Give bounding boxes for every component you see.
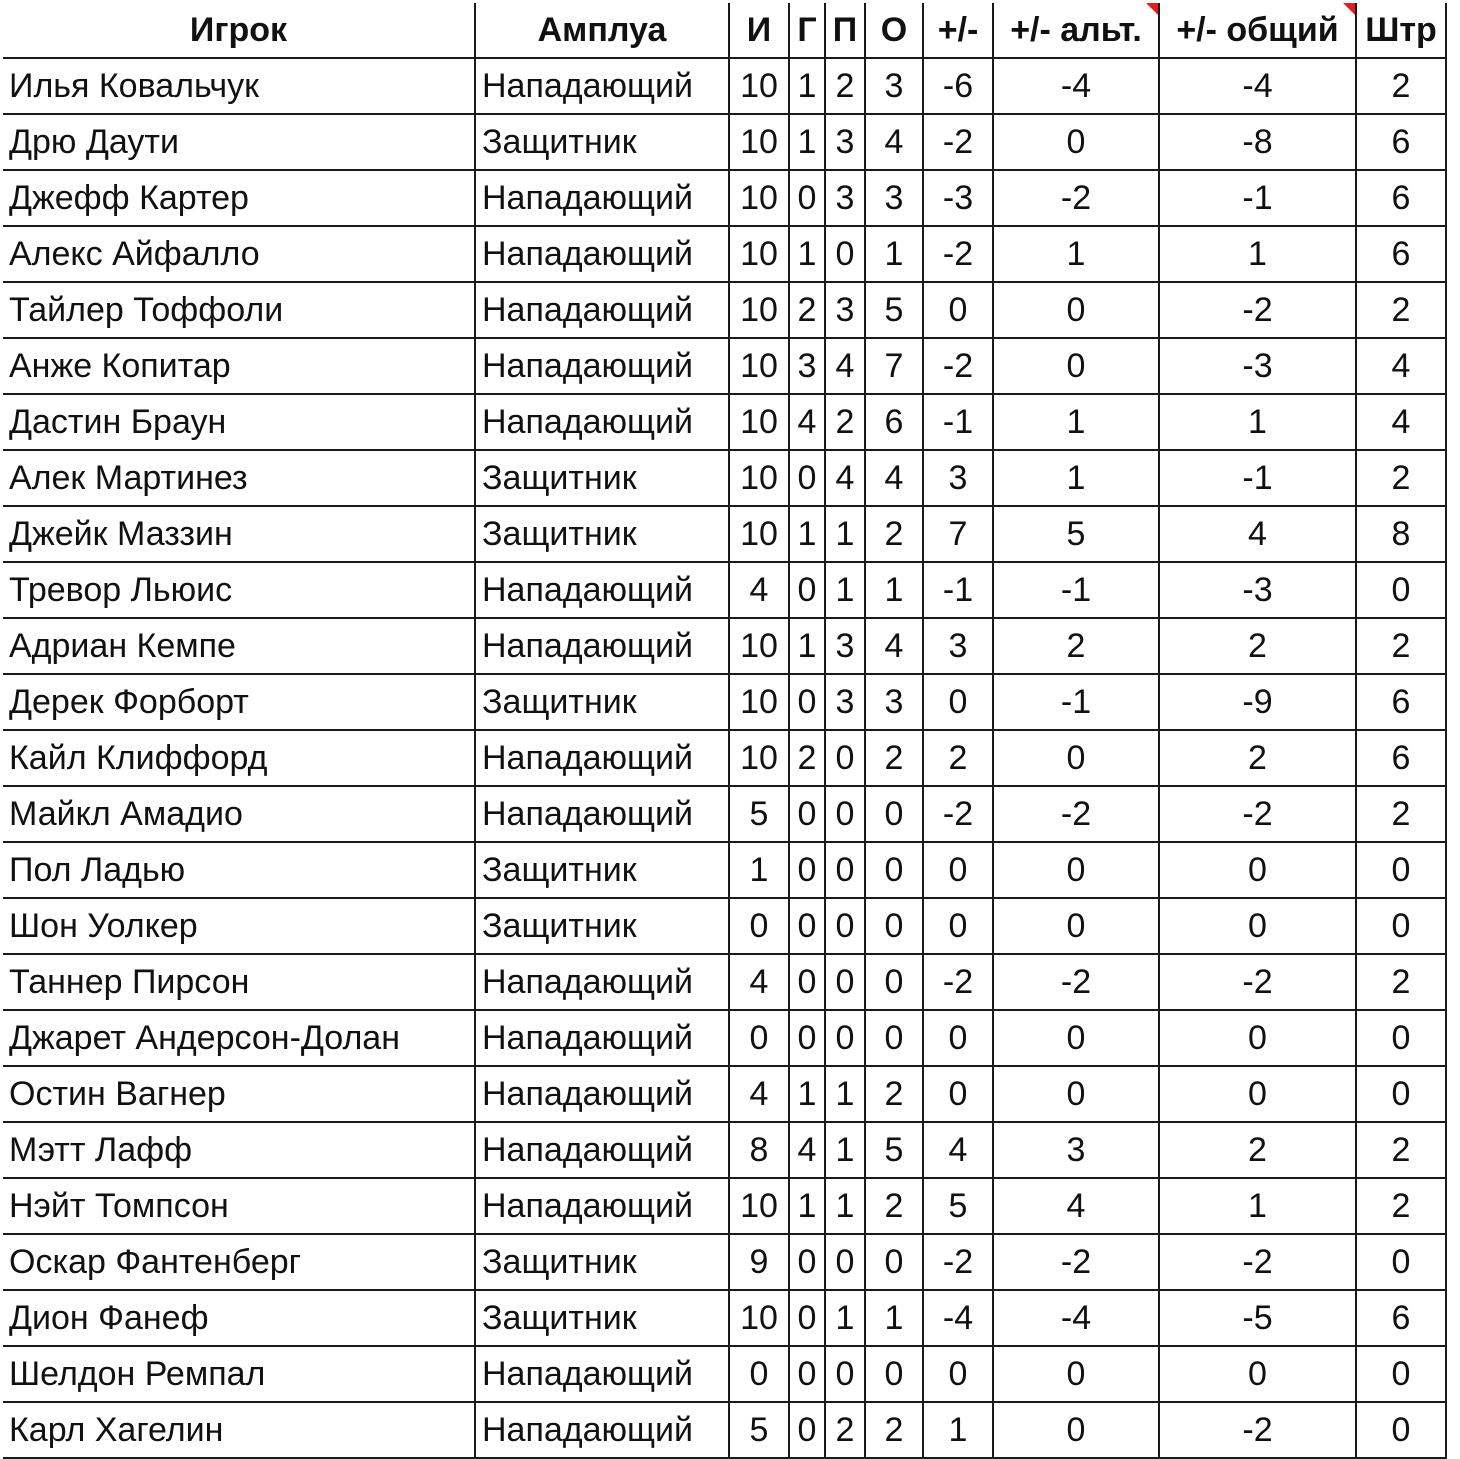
penalty-minutes-cell[interactable]: 6 <box>1356 674 1446 730</box>
table-row <box>3 338 1446 394</box>
goals-cell[interactable]: 0 <box>789 1010 825 1066</box>
player-name-cell[interactable]: Майкл Амадио <box>3 786 475 842</box>
points-cell[interactable]: 2 <box>865 506 923 562</box>
plus-minus-alt-cell[interactable]: 0 <box>993 842 1159 898</box>
position-cell[interactable]: Нападающий <box>475 394 729 450</box>
goals-cell[interactable]: 0 <box>789 1346 825 1402</box>
assists-cell[interactable]: 1 <box>825 1290 865 1346</box>
plus-minus-cell[interactable]: 4 <box>923 1122 993 1178</box>
header-plus-minus[interactable]: +/- <box>923 3 993 58</box>
penalty-minutes-cell[interactable]: 6 <box>1356 170 1446 226</box>
plus-minus-alt-cell[interactable]: -2 <box>993 954 1159 1010</box>
points-cell[interactable]: 0 <box>865 1234 923 1290</box>
points-cell[interactable]: 5 <box>865 1122 923 1178</box>
assists-cell[interactable]: 0 <box>825 786 865 842</box>
plus-minus-total-cell[interactable]: -2 <box>1159 954 1356 1010</box>
games-cell[interactable]: 9 <box>729 1234 789 1290</box>
games-cell[interactable]: 10 <box>729 618 789 674</box>
goals-cell[interactable]: 3 <box>789 338 825 394</box>
plus-minus-alt-cell[interactable]: 0 <box>993 114 1159 170</box>
position-cell[interactable]: Защитник <box>475 1234 729 1290</box>
position-cell[interactable]: Нападающий <box>475 562 729 618</box>
header-penalty-minutes[interactable]: Штр <box>1356 3 1446 58</box>
plus-minus-cell[interactable]: -6 <box>923 58 993 114</box>
games-cell[interactable]: 10 <box>729 674 789 730</box>
comment-indicator[interactable] <box>1146 3 1158 15</box>
penalty-minutes-cell[interactable]: 2 <box>1356 786 1446 842</box>
points-cell[interactable]: 4 <box>865 618 923 674</box>
position-cell[interactable]: Нападающий <box>475 1122 729 1178</box>
points-cell[interactable]: 0 <box>865 954 923 1010</box>
plus-minus-alt-cell[interactable]: 1 <box>993 394 1159 450</box>
plus-minus-alt-cell[interactable]: 0 <box>993 1346 1159 1402</box>
position-cell[interactable]: Защитник <box>475 1290 729 1346</box>
position-cell[interactable]: Нападающий <box>475 170 729 226</box>
games-cell[interactable]: 10 <box>729 58 789 114</box>
header-plus-minus-alt[interactable]: +/- альт. <box>993 3 1159 58</box>
goals-cell[interactable]: 0 <box>789 954 825 1010</box>
plus-minus-cell[interactable]: -1 <box>923 394 993 450</box>
comment-indicator[interactable] <box>1343 3 1355 15</box>
position-cell[interactable]: Защитник <box>475 842 729 898</box>
position-cell[interactable]: Нападающий <box>475 730 729 786</box>
plus-minus-total-cell[interactable]: 0 <box>1159 842 1356 898</box>
position-cell[interactable]: Нападающий <box>475 954 729 1010</box>
table-row <box>3 506 1446 562</box>
games-cell[interactable]: 5 <box>729 1402 789 1458</box>
points-cell[interactable]: 0 <box>865 786 923 842</box>
player-name-cell[interactable]: Алекс Айфалло <box>3 226 475 282</box>
points-cell[interactable]: 2 <box>865 1402 923 1458</box>
plus-minus-cell[interactable]: 0 <box>923 842 993 898</box>
player-name-cell[interactable]: Шон Уолкер <box>3 898 475 954</box>
header-assists[interactable]: П <box>825 3 865 58</box>
plus-minus-cell[interactable]: -1 <box>923 562 993 618</box>
plus-minus-total-cell[interactable]: -2 <box>1159 1402 1356 1458</box>
player-name-cell[interactable]: Нэйт Томпсон <box>3 1178 475 1234</box>
player-name-cell[interactable]: Джейк Маззин <box>3 506 475 562</box>
plus-minus-cell[interactable]: 2 <box>923 730 993 786</box>
penalty-minutes-cell[interactable]: 6 <box>1356 226 1446 282</box>
points-cell[interactable]: 1 <box>865 562 923 618</box>
table-row <box>3 954 1446 1010</box>
points-cell[interactable]: 1 <box>865 226 923 282</box>
goals-cell[interactable]: 1 <box>789 506 825 562</box>
table-row <box>3 1290 1446 1346</box>
header-player[interactable]: Игрок <box>3 3 475 58</box>
table-body <box>3 58 1446 1458</box>
plus-minus-total-cell[interactable]: 2 <box>1159 618 1356 674</box>
plus-minus-alt-cell[interactable]: -2 <box>993 786 1159 842</box>
header-games[interactable]: И <box>729 3 789 58</box>
header-plus-minus-total[interactable]: +/- общий <box>1159 3 1356 58</box>
plus-minus-total-cell[interactable]: -2 <box>1159 282 1356 338</box>
plus-minus-cell[interactable]: 3 <box>923 450 993 506</box>
goals-cell[interactable]: 0 <box>789 450 825 506</box>
position-cell[interactable]: Нападающий <box>475 1066 729 1122</box>
games-cell[interactable]: 4 <box>729 954 789 1010</box>
plus-minus-cell[interactable]: 7 <box>923 506 993 562</box>
plus-minus-total-cell[interactable]: 0 <box>1159 1066 1356 1122</box>
goals-cell[interactable]: 0 <box>789 898 825 954</box>
plus-minus-cell[interactable]: -3 <box>923 170 993 226</box>
player-name-cell[interactable]: Пол Ладью <box>3 842 475 898</box>
points-cell[interactable]: 0 <box>865 1010 923 1066</box>
points-cell[interactable]: 5 <box>865 282 923 338</box>
header-row <box>3 3 1446 58</box>
plus-minus-cell[interactable]: -2 <box>923 1234 993 1290</box>
header-points[interactable]: О <box>865 3 923 58</box>
games-cell[interactable]: 4 <box>729 1066 789 1122</box>
plus-minus-alt-cell[interactable]: 0 <box>993 1066 1159 1122</box>
goals-cell[interactable]: 2 <box>789 282 825 338</box>
plus-minus-cell[interactable]: -2 <box>923 114 993 170</box>
penalty-minutes-cell[interactable]: 0 <box>1356 842 1446 898</box>
player-name-cell[interactable]: Таннер Пирсон <box>3 954 475 1010</box>
plus-minus-total-cell[interactable]: -4 <box>1159 58 1356 114</box>
plus-minus-alt-cell[interactable]: 0 <box>993 282 1159 338</box>
plus-minus-cell[interactable]: 0 <box>923 282 993 338</box>
player-name-cell[interactable]: Мэтт Лафф <box>3 1122 475 1178</box>
goals-cell[interactable]: 0 <box>789 842 825 898</box>
assists-cell[interactable]: 2 <box>825 1402 865 1458</box>
assists-cell[interactable]: 1 <box>825 1178 865 1234</box>
position-cell[interactable]: Нападающий <box>475 282 729 338</box>
plus-minus-total-cell[interactable]: -2 <box>1159 786 1356 842</box>
plus-minus-alt-cell[interactable]: -1 <box>993 562 1159 618</box>
assists-cell[interactable]: 0 <box>825 1010 865 1066</box>
plus-minus-alt-cell[interactable]: 2 <box>993 618 1159 674</box>
player-stats-table <box>3 3 1447 1459</box>
games-cell[interactable]: 10 <box>729 450 789 506</box>
plus-minus-total-cell[interactable]: -9 <box>1159 674 1356 730</box>
goals-cell[interactable]: 4 <box>789 1122 825 1178</box>
games-cell[interactable]: 10 <box>729 226 789 282</box>
penalty-minutes-cell[interactable]: 2 <box>1356 618 1446 674</box>
plus-minus-cell[interactable]: -2 <box>923 338 993 394</box>
games-cell[interactable]: 0 <box>729 1346 789 1402</box>
player-name-cell[interactable]: Карл Хагелин <box>3 1402 475 1458</box>
assists-cell[interactable]: 0 <box>825 730 865 786</box>
position-cell[interactable]: Защитник <box>475 450 729 506</box>
table-row <box>3 170 1446 226</box>
games-cell[interactable]: 4 <box>729 562 789 618</box>
plus-minus-cell[interactable]: 0 <box>923 674 993 730</box>
assists-cell[interactable]: 0 <box>825 1234 865 1290</box>
games-cell[interactable]: 10 <box>729 282 789 338</box>
goals-cell[interactable]: 0 <box>789 562 825 618</box>
plus-minus-cell[interactable]: 3 <box>923 618 993 674</box>
assists-cell[interactable]: 2 <box>825 58 865 114</box>
assists-cell[interactable]: 3 <box>825 170 865 226</box>
plus-minus-total-cell[interactable]: 4 <box>1159 506 1356 562</box>
table-row <box>3 282 1446 338</box>
plus-minus-total-cell[interactable]: 2 <box>1159 1122 1356 1178</box>
assists-cell[interactable]: 4 <box>825 338 865 394</box>
games-cell[interactable]: 0 <box>729 898 789 954</box>
position-cell[interactable]: Нападающий <box>475 58 729 114</box>
games-cell[interactable]: 10 <box>729 338 789 394</box>
goals-cell[interactable]: 0 <box>789 1290 825 1346</box>
table-row <box>3 226 1446 282</box>
goals-cell[interactable]: 1 <box>789 1178 825 1234</box>
plus-minus-total-cell[interactable]: -3 <box>1159 562 1356 618</box>
table-row <box>3 674 1446 730</box>
table-row <box>3 562 1446 618</box>
plus-minus-alt-cell[interactable]: 4 <box>993 1178 1159 1234</box>
table-row <box>3 898 1446 954</box>
penalty-minutes-cell[interactable]: 0 <box>1356 898 1446 954</box>
plus-minus-alt-cell[interactable]: 0 <box>993 1010 1159 1066</box>
games-cell[interactable]: 0 <box>729 1010 789 1066</box>
assists-cell[interactable]: 3 <box>825 282 865 338</box>
player-name-cell[interactable]: Дерек Форборт <box>3 674 475 730</box>
points-cell[interactable]: 3 <box>865 170 923 226</box>
plus-minus-cell[interactable]: -2 <box>923 954 993 1010</box>
penalty-minutes-cell[interactable]: 6 <box>1356 1290 1446 1346</box>
penalty-minutes-cell[interactable]: 0 <box>1356 1010 1446 1066</box>
points-cell[interactable]: 3 <box>865 674 923 730</box>
position-cell[interactable]: Нападающий <box>475 338 729 394</box>
points-cell[interactable]: 2 <box>865 1066 923 1122</box>
plus-minus-total-cell[interactable]: -2 <box>1159 1234 1356 1290</box>
plus-minus-alt-cell[interactable]: 5 <box>993 506 1159 562</box>
goals-cell[interactable]: 1 <box>789 618 825 674</box>
plus-minus-total-cell[interactable]: -1 <box>1159 170 1356 226</box>
player-name-cell[interactable]: Тайлер Тоффоли <box>3 282 475 338</box>
penalty-minutes-cell[interactable]: 0 <box>1356 562 1446 618</box>
games-cell[interactable]: 10 <box>729 506 789 562</box>
points-cell[interactable]: 2 <box>865 1178 923 1234</box>
player-name-cell[interactable]: Дион Фанеф <box>3 1290 475 1346</box>
points-cell[interactable]: 0 <box>865 1346 923 1402</box>
games-cell[interactable]: 10 <box>729 730 789 786</box>
player-name-cell[interactable]: Остин Вагнер <box>3 1066 475 1122</box>
plus-minus-cell[interactable]: -2 <box>923 786 993 842</box>
player-name-cell[interactable]: Джефф Картер <box>3 170 475 226</box>
games-cell[interactable]: 1 <box>729 842 789 898</box>
plus-minus-alt-cell[interactable]: 1 <box>993 226 1159 282</box>
plus-minus-total-cell[interactable]: 1 <box>1159 226 1356 282</box>
penalty-minutes-cell[interactable]: 0 <box>1356 1066 1446 1122</box>
player-name-cell[interactable]: Алек Мартинез <box>3 450 475 506</box>
table-row <box>3 394 1446 450</box>
penalty-minutes-cell[interactable]: 0 <box>1356 1234 1446 1290</box>
plus-minus-alt-cell[interactable]: 1 <box>993 450 1159 506</box>
table-row <box>3 842 1446 898</box>
position-cell[interactable]: Нападающий <box>475 1346 729 1402</box>
goals-cell[interactable]: 1 <box>789 1066 825 1122</box>
points-cell[interactable]: 7 <box>865 338 923 394</box>
penalty-minutes-cell[interactable]: 4 <box>1356 394 1446 450</box>
player-name-cell[interactable]: Кайл Клиффорд <box>3 730 475 786</box>
plus-minus-total-cell[interactable]: -3 <box>1159 338 1356 394</box>
goals-cell[interactable]: 0 <box>789 1234 825 1290</box>
penalty-minutes-cell[interactable]: 6 <box>1356 114 1446 170</box>
plus-minus-alt-cell[interactable]: 0 <box>993 898 1159 954</box>
goals-cell[interactable]: 0 <box>789 786 825 842</box>
player-name-cell[interactable]: Оскар Фантенберг <box>3 1234 475 1290</box>
plus-minus-total-cell[interactable]: 1 <box>1159 394 1356 450</box>
plus-minus-total-cell[interactable]: 0 <box>1159 1346 1356 1402</box>
position-cell[interactable]: Нападающий <box>475 1178 729 1234</box>
position-cell[interactable]: Нападающий <box>475 618 729 674</box>
plus-minus-cell[interactable]: -2 <box>923 226 993 282</box>
header-goals[interactable]: Г <box>789 3 825 58</box>
goals-cell[interactable]: 1 <box>789 114 825 170</box>
plus-minus-alt-cell[interactable]: -4 <box>993 58 1159 114</box>
plus-minus-alt-cell[interactable]: 0 <box>993 338 1159 394</box>
games-cell[interactable]: 10 <box>729 114 789 170</box>
penalty-minutes-cell[interactable]: 8 <box>1356 506 1446 562</box>
plus-minus-total-cell[interactable]: 1 <box>1159 1178 1356 1234</box>
plus-minus-total-cell[interactable]: -1 <box>1159 450 1356 506</box>
penalty-minutes-cell[interactable]: 2 <box>1356 282 1446 338</box>
penalty-minutes-cell[interactable]: 6 <box>1356 730 1446 786</box>
assists-cell[interactable]: 0 <box>825 842 865 898</box>
penalty-minutes-cell[interactable]: 2 <box>1356 1122 1446 1178</box>
plus-minus-cell[interactable]: 0 <box>923 1010 993 1066</box>
assists-cell[interactable]: 4 <box>825 450 865 506</box>
table-row <box>3 1010 1446 1066</box>
player-name-cell[interactable]: Илья Ковальчук <box>3 58 475 114</box>
penalty-minutes-cell[interactable]: 2 <box>1356 450 1446 506</box>
player-name-cell[interactable]: Адриан Кемпе <box>3 618 475 674</box>
table-row <box>3 618 1446 674</box>
assists-cell[interactable]: 1 <box>825 1066 865 1122</box>
games-cell[interactable]: 5 <box>729 786 789 842</box>
table-row <box>3 58 1446 114</box>
points-cell[interactable]: 0 <box>865 898 923 954</box>
points-cell[interactable]: 4 <box>865 450 923 506</box>
plus-minus-cell[interactable]: 0 <box>923 1066 993 1122</box>
goals-cell[interactable]: 1 <box>789 226 825 282</box>
points-cell[interactable]: 1 <box>865 1290 923 1346</box>
penalty-minutes-cell[interactable]: 4 <box>1356 338 1446 394</box>
header-position[interactable]: Амплуа <box>475 3 729 58</box>
games-cell[interactable]: 10 <box>729 394 789 450</box>
position-cell[interactable]: Защитник <box>475 506 729 562</box>
position-cell[interactable]: Нападающий <box>475 786 729 842</box>
penalty-minutes-cell[interactable]: 0 <box>1356 1346 1446 1402</box>
assists-cell[interactable]: 0 <box>825 954 865 1010</box>
assists-cell[interactable]: 1 <box>825 562 865 618</box>
goals-cell[interactable]: 2 <box>789 730 825 786</box>
games-cell[interactable]: 8 <box>729 1122 789 1178</box>
plus-minus-total-cell[interactable]: 0 <box>1159 898 1356 954</box>
assists-cell[interactable]: 0 <box>825 226 865 282</box>
games-cell[interactable]: 10 <box>729 1290 789 1346</box>
table-row <box>3 730 1446 786</box>
goals-cell[interactable]: 1 <box>789 58 825 114</box>
games-cell[interactable]: 10 <box>729 1178 789 1234</box>
position-cell[interactable]: Защитник <box>475 898 729 954</box>
plus-minus-total-cell[interactable]: -8 <box>1159 114 1356 170</box>
table-row <box>3 450 1446 506</box>
penalty-minutes-cell[interactable]: 0 <box>1356 1402 1446 1458</box>
assists-cell[interactable]: 3 <box>825 674 865 730</box>
player-name-cell[interactable]: Джарет Андерсон-Долан <box>3 1010 475 1066</box>
points-cell[interactable]: 0 <box>865 842 923 898</box>
table-row <box>3 1066 1446 1122</box>
player-name-cell[interactable]: Дрю Даути <box>3 114 475 170</box>
points-cell[interactable]: 6 <box>865 394 923 450</box>
assists-cell[interactable]: 3 <box>825 114 865 170</box>
games-cell[interactable]: 10 <box>729 170 789 226</box>
points-cell[interactable]: 4 <box>865 114 923 170</box>
penalty-minutes-cell[interactable]: 2 <box>1356 954 1446 1010</box>
player-name-cell[interactable]: Шелдон Ремпал <box>3 1346 475 1402</box>
table-row <box>3 1122 1446 1178</box>
player-name-cell[interactable]: Тревор Льюис <box>3 562 475 618</box>
position-cell[interactable]: Защитник <box>475 674 729 730</box>
plus-minus-alt-cell[interactable]: 0 <box>993 730 1159 786</box>
table-row <box>3 1234 1446 1290</box>
plus-minus-cell[interactable]: 5 <box>923 1178 993 1234</box>
goals-cell[interactable]: 0 <box>789 674 825 730</box>
points-cell[interactable]: 2 <box>865 730 923 786</box>
plus-minus-cell[interactable]: -4 <box>923 1290 993 1346</box>
plus-minus-alt-cell[interactable]: -2 <box>993 1234 1159 1290</box>
position-cell[interactable]: Нападающий <box>475 226 729 282</box>
assists-cell[interactable]: 0 <box>825 898 865 954</box>
plus-minus-cell[interactable]: 1 <box>923 1402 993 1458</box>
table-row <box>3 1402 1446 1458</box>
assists-cell[interactable]: 3 <box>825 618 865 674</box>
assists-cell[interactable]: 1 <box>825 506 865 562</box>
plus-minus-alt-cell[interactable]: -4 <box>993 1290 1159 1346</box>
goals-cell[interactable]: 0 <box>789 170 825 226</box>
plus-minus-alt-cell[interactable]: 0 <box>993 1402 1159 1458</box>
table-row <box>3 114 1446 170</box>
table-row <box>3 1178 1446 1234</box>
plus-minus-cell[interactable]: 0 <box>923 898 993 954</box>
goals-cell[interactable]: 0 <box>789 1402 825 1458</box>
plus-minus-total-cell[interactable]: 0 <box>1159 1010 1356 1066</box>
table-row <box>3 1346 1446 1402</box>
penalty-minutes-cell[interactable]: 2 <box>1356 1178 1446 1234</box>
points-cell[interactable]: 3 <box>865 58 923 114</box>
position-cell[interactable]: Нападающий <box>475 1402 729 1458</box>
player-name-cell[interactable]: Анже Копитар <box>3 338 475 394</box>
assists-cell[interactable]: 0 <box>825 1346 865 1402</box>
table-row <box>3 786 1446 842</box>
plus-minus-alt-cell[interactable]: 3 <box>993 1122 1159 1178</box>
plus-minus-alt-cell[interactable]: -1 <box>993 674 1159 730</box>
plus-minus-alt-cell[interactable]: -2 <box>993 170 1159 226</box>
penalty-minutes-cell[interactable]: 2 <box>1356 58 1446 114</box>
goals-cell[interactable]: 4 <box>789 394 825 450</box>
plus-minus-total-cell[interactable]: -5 <box>1159 1290 1356 1346</box>
position-cell[interactable]: Защитник <box>475 114 729 170</box>
position-cell[interactable]: Нападающий <box>475 1010 729 1066</box>
plus-minus-total-cell[interactable]: 2 <box>1159 730 1356 786</box>
assists-cell[interactable]: 1 <box>825 1122 865 1178</box>
assists-cell[interactable]: 2 <box>825 394 865 450</box>
player-name-cell[interactable]: Дастин Браун <box>3 394 475 450</box>
plus-minus-cell[interactable]: 0 <box>923 1346 993 1402</box>
